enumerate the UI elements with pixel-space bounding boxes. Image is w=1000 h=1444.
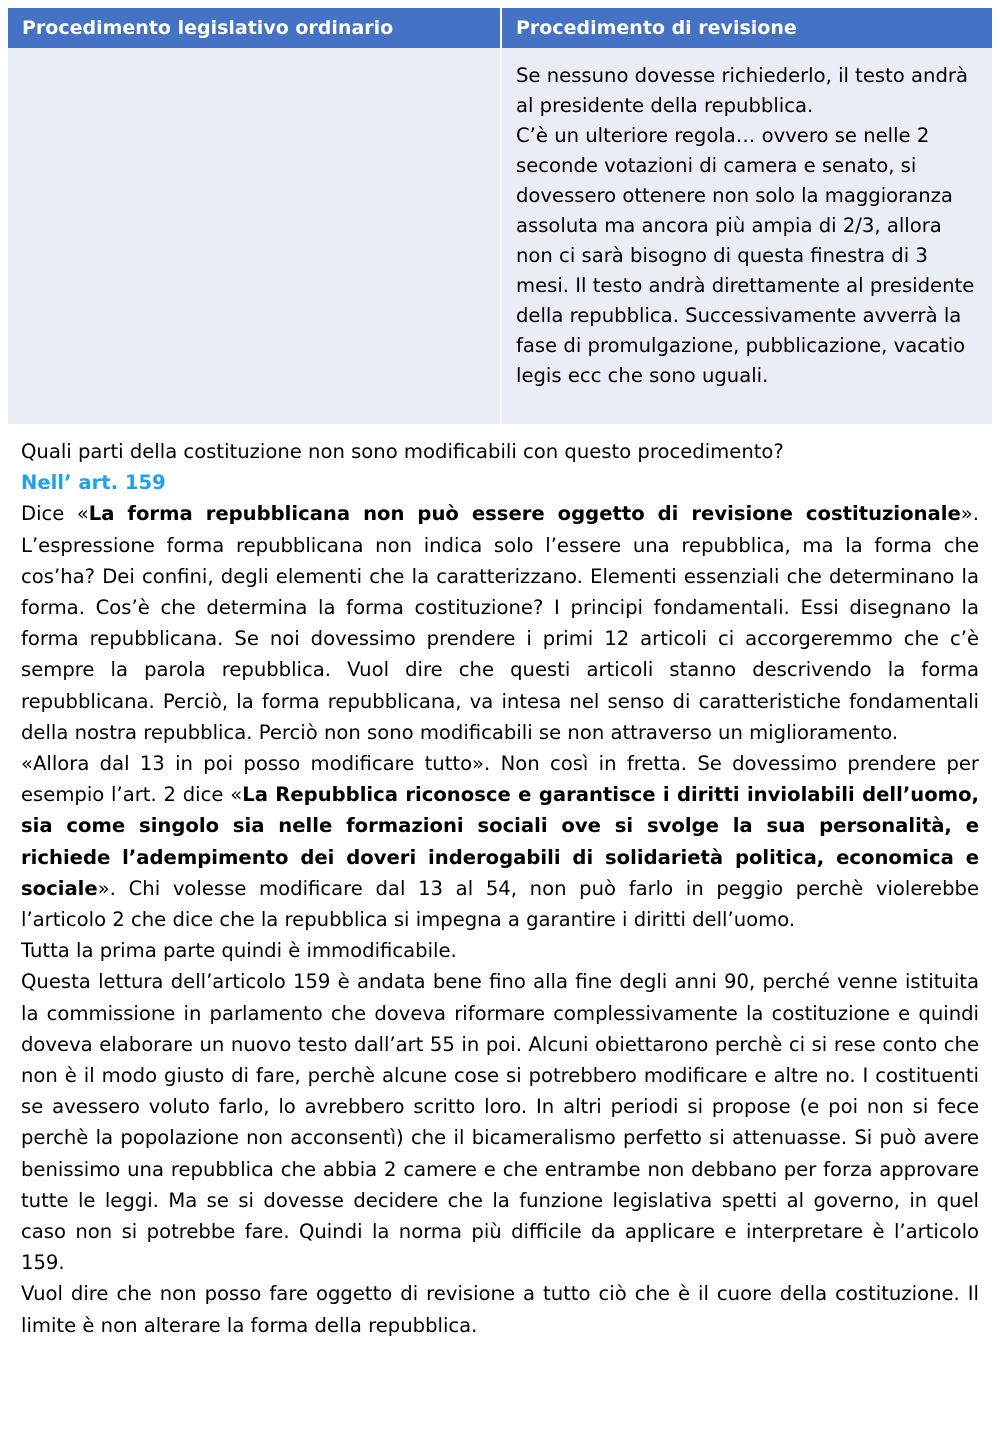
paragraph (21, 748, 979, 935)
paragraph: Vuol dire che non posso fare oggetto di revisione a tutto ciò che è il cuore della costituzione. Il limite è non alterare la forma della repubblica. (21, 1282, 979, 1337)
cell-paragraph: C’è un ulteriore regola… ovvero se nelle 2 seconde votazioni di camera e senato, si dovessero ottenere non solo la maggioranza assoluta ma ancora più ampia di 2/3, allora non ci sarà bisogno di questa finestra di 3 mesi. Il testo andrà direttamente al presidente della repubblica. Successivamente avverrà la fase di promulgazione, pubblicazione, vacatio legis ecc che sono uguali. (516, 124, 975, 387)
paragraph (21, 498, 979, 748)
paragraph: Tutta la prima parte quindi è immodificabile. (21, 939, 457, 963)
cell-revision-procedure (500, 48, 992, 424)
quote-bold: La Repubblica riconosce e garantisce i diritti inviolabili dell’uomo, sia come singolo sia nelle formazioni sociali ove si svolge la sua personalità, e richiede l’adempimento dei doveri inderogabili di solidarietà politica, economica e sociale (21, 783, 979, 900)
text: ». Chi volesse modificare dal 13 al 54, non può farlo in peggio perchè violerebbe l’articolo 2 che dice che la repubblica si impegna a garantire i diritti dell’uomo. (21, 876, 979, 932)
header-revision-procedure: Procedimento di revisione (500, 8, 992, 48)
comparison-table (8, 8, 992, 424)
text: ». L’espressione forma repubblicana non indica solo l’essere una repubblica, ma la forma che cos’ha? Dei confini, degli elementi che la caratterizzano. Elementi essenziali che determinano la forma. Cos’è che determina la forma costituzione? I principi fondamentali. Essi disegnano la forma repubblicana. Se noi dovessimo prendere i primi 12 articoli ci accorgeremmo che c’è sempre la parola repubblica. Vuol dire che questi articoli stanno descrivendo la forma repubblicana. Perciò, la forma repubblicana, va intesa nel senso di caratteristiche fondamentali della nostra repubblica. Perciò non sono modificabili se non attraverso un miglioramento. (21, 502, 979, 744)
text: Dice « (21, 502, 89, 526)
document-body (21, 436, 979, 1341)
text: «Allora dal 13 in poi posso modificare tutto». Non così in fretta. Se dovessimo prendere per esempio l’art. 2 dice « (21, 752, 979, 807)
article-heading: Nell’ art. 159 (21, 471, 166, 495)
table-row (8, 48, 992, 424)
header-ordinary-procedure: Procedimento legislativo ordinario (8, 8, 500, 48)
cell-paragraph: Se nessuno dovesse richiederlo, il testo andrà al presidente della repubblica. (516, 64, 968, 117)
question: Quali parti della costituzione non sono modificabili con questo procedimento? (21, 440, 784, 463)
table-header-row (8, 8, 992, 48)
paragraph: Questa lettura dell’articolo 159 è andata bene fino alla fine degli anni 90, perché venne istituita la commissione in parlamento che doveva riformare complessivamente la costituzione e quindi doveva elaborare un nuovo testo dall’art 55 in poi. Alcuni obiettarono perchè ci si rese conto che non è il modo giusto di fare, perchè alcune cose si potrebbero modificare e altre no. I costituenti se avessero voluto farlo, lo avrebbero scritto loro. In altri periodi si propose (e poi non si fece perchè la popolazione non acconsentì) che il bicameralismo perfetto si attenuasse. Si può avere benissimo una repubblica che abbia 2 camere e che entrambe non debbano per forza approvare tutte le leggi. Ma se si dovesse decidere che la funzione legislativa spetti al governo, in quel caso non si potrebbe fare. Quindi la norma più difficile da applicare e interpretare è l’articolo 159. (21, 970, 979, 1275)
quote-bold: La forma repubblicana non può essere oggetto di revisione costituzionale (88, 502, 961, 526)
cell-ordinary-procedure (8, 48, 500, 424)
